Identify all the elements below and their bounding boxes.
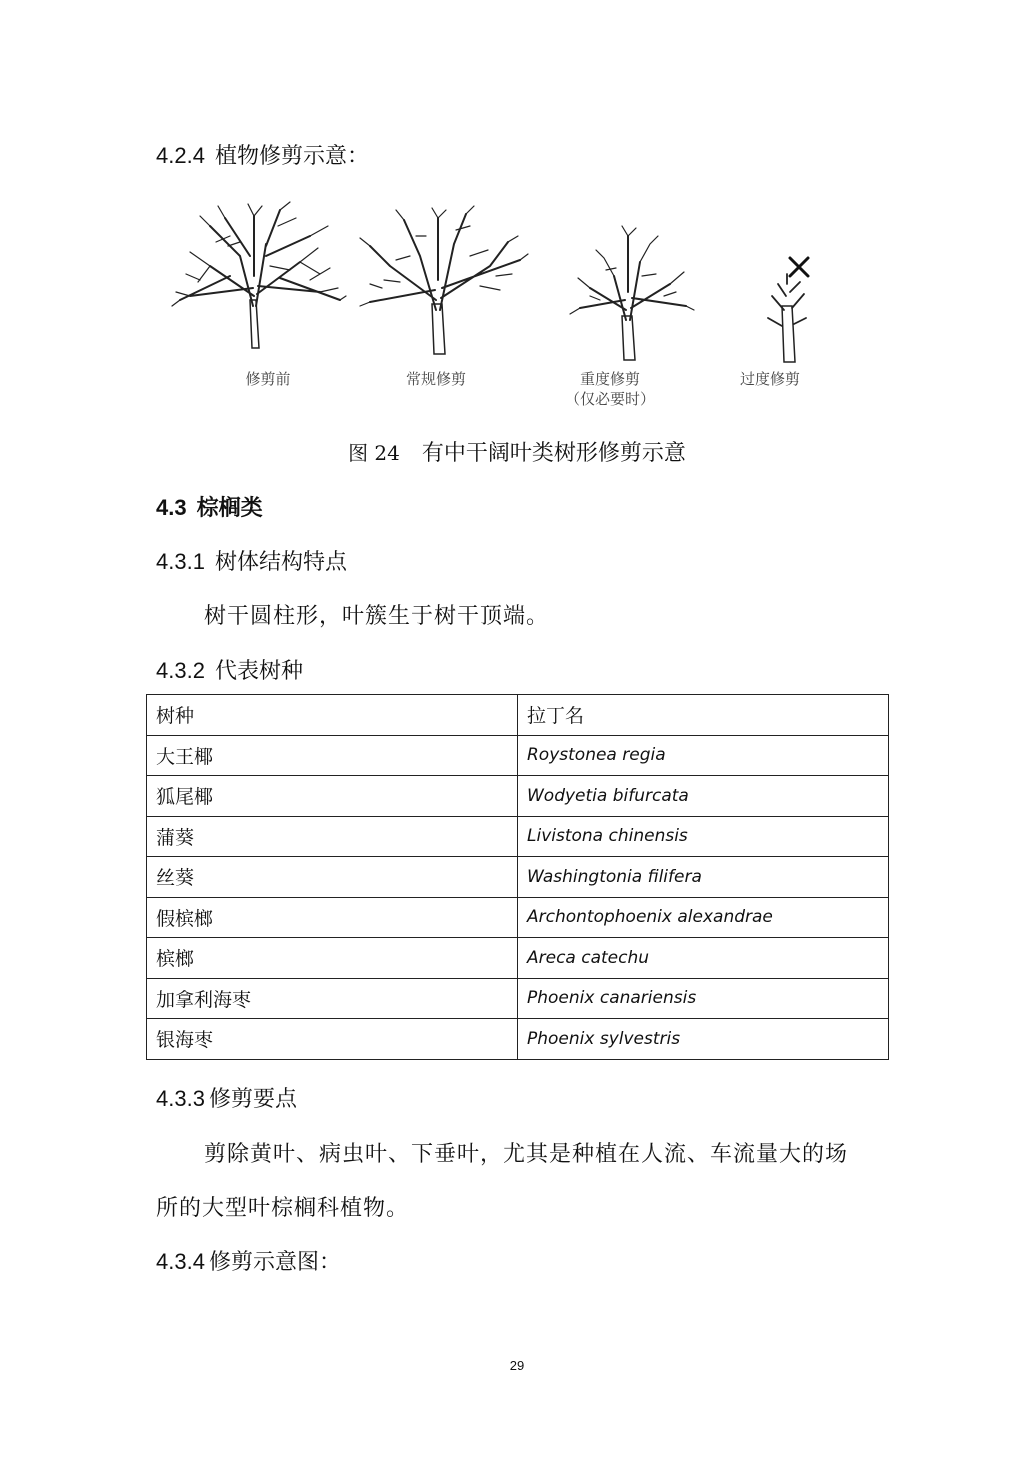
- table-row: [147, 1019, 889, 1060]
- section-heading-4-3: [156, 491, 263, 522]
- table-row: [147, 978, 889, 1019]
- section-number: 4.3.4: [156, 1249, 205, 1274]
- section-heading-4-3-2: [156, 654, 303, 685]
- latin-name-cell: Phoenix sylvestris: [518, 1019, 889, 1060]
- species-cell: 狐尾椰: [147, 776, 518, 817]
- table-row: [147, 816, 889, 857]
- header-species: 树种: [147, 695, 518, 736]
- section-heading-4-3-3: [156, 1082, 297, 1113]
- species-cell: 假槟榔: [147, 897, 518, 938]
- table-row: [147, 897, 889, 938]
- latin-name-cell: Livistona chinensis: [518, 816, 889, 857]
- section-number: 4.2.4: [156, 143, 205, 168]
- paragraph-pruning-points-line-1: 剪除黄叶、病虫叶、下垂叶，尤其是种植在人流、车流量大的场: [204, 1142, 849, 1167]
- section-title: 修剪示意图：: [208, 1250, 341, 1275]
- label-regular-pruning: 常规修剪: [405, 370, 466, 388]
- section-title: 植物修剪示意：: [214, 144, 369, 169]
- header-latin-name: 拉丁名: [518, 695, 889, 736]
- species-cell: 银海枣: [147, 1019, 518, 1060]
- tree-over-pruning: [768, 258, 808, 362]
- latin-name-cell: Phoenix canariensis: [518, 978, 889, 1019]
- section-heading-4-2-4: [156, 139, 369, 170]
- label-heavy-pruning: 重度修剪: [579, 370, 640, 388]
- species-cell: 槟榔: [147, 938, 518, 979]
- section-heading-4-3-4: [156, 1245, 341, 1276]
- table-row: [147, 776, 889, 817]
- figure-caption: [0, 436, 1034, 467]
- label-before-pruning: 修剪前: [245, 370, 291, 388]
- section-number: 4.3: [156, 495, 187, 520]
- section-number: 4.3.1: [156, 549, 205, 574]
- paragraph-structure: 树干圆柱形，叶簇生于树干顶端。: [204, 604, 550, 629]
- section-title: 代表树种: [214, 659, 303, 684]
- table-row: [147, 735, 889, 776]
- species-cell: 加拿利海枣: [147, 978, 518, 1019]
- section-title: 修剪要点: [208, 1087, 297, 1112]
- latin-name-cell: Washingtonia filifera: [518, 857, 889, 898]
- latin-name-cell: Wodyetia bifurcata: [518, 776, 889, 817]
- pruning-illustration: [170, 196, 830, 426]
- table-header-row: [147, 695, 889, 736]
- figure-caption-text: 有中干阔叶类树形修剪示意: [421, 441, 686, 466]
- section-number: 4.3.3: [156, 1086, 205, 1111]
- species-cell: 大王椰: [147, 735, 518, 776]
- latin-name-cell: Archontophoenix alexandrae: [518, 897, 889, 938]
- table-row: [147, 857, 889, 898]
- table-row: [147, 938, 889, 979]
- label-heavy-pruning-note: （仅必要时）: [564, 390, 655, 408]
- tree-heavy-pruning: [570, 226, 694, 360]
- section-title: 树体结构特点: [214, 550, 347, 575]
- figure-number: 图 24: [348, 441, 400, 465]
- tree-before-pruning: [172, 202, 346, 348]
- latin-name-cell: Roystonea regia: [518, 735, 889, 776]
- latin-name-cell: Areca catechu: [518, 938, 889, 979]
- section-number: 4.3.2: [156, 658, 205, 683]
- tree-regular-pruning: [360, 206, 528, 354]
- species-cell: 丝葵: [147, 857, 518, 898]
- paragraph-pruning-points-line-2: 所的大型叶棕榈科植物。: [156, 1196, 410, 1221]
- section-title: 棕榈类: [196, 495, 263, 521]
- page-number: 29: [509, 1358, 525, 1373]
- species-table: [146, 694, 889, 1060]
- label-over-pruning: 过度修剪: [739, 370, 800, 388]
- section-heading-4-3-1: [156, 545, 347, 576]
- species-cell: 蒲葵: [147, 816, 518, 857]
